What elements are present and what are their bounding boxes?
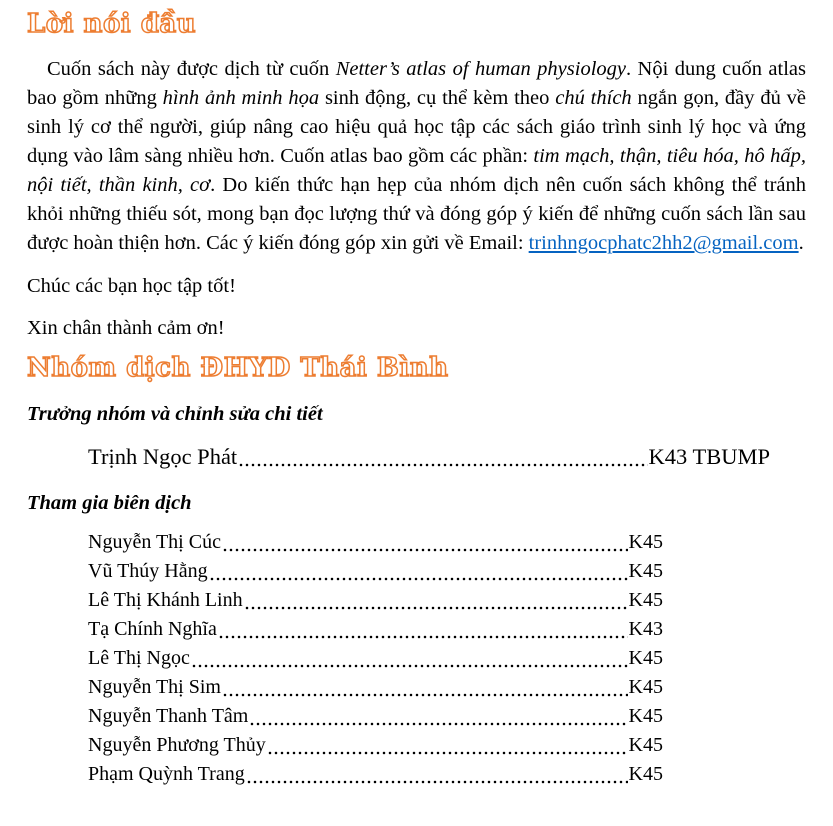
- translator-roster: [88, 528, 663, 789]
- roster-row: [88, 702, 663, 731]
- dotted-leader: [218, 615, 628, 644]
- text-run: .: [798, 232, 804, 254]
- person-cohort: K45: [628, 589, 663, 611]
- person-name: Nguyễn Thanh Tâm: [88, 705, 249, 727]
- person-name: Phạm Quỳnh Trang: [88, 763, 245, 785]
- dotted-leader: [191, 644, 628, 673]
- roster-row: [88, 557, 663, 586]
- person-cohort: K45: [628, 734, 663, 756]
- italic-run: tim mạch, thận, tiêu hóa, hô hấp, nội tiết, thần kinh, cơ: [27, 145, 806, 196]
- person-name: Lê Thị Khánh Linh: [88, 589, 243, 611]
- roster-row: [88, 673, 663, 702]
- person-name: Trịnh Ngọc Phát: [88, 444, 238, 469]
- roster-row: [88, 731, 663, 760]
- thanks-line: Xin chân thành cảm ơn!: [27, 317, 225, 339]
- person-cohort: K45: [628, 676, 663, 698]
- person-cohort: K45: [628, 705, 663, 727]
- person-cohort: K43: [628, 618, 663, 640]
- italic-run: Netter’s atlas of human physiology: [335, 58, 626, 80]
- text-run: ngắn gọn, đầy đủ về sinh lý cơ thể người, giúp nâng cao hiệu quả học tập các sách giáo trình sinh lý học và ứng dụng vào lâm sàng nhiều hơn. Cuốn atlas bao gồm các phần:: [27, 87, 807, 167]
- person-name: Nguyễn Phương Thủy: [88, 734, 266, 756]
- person-name: Nguyễn Thị Sim: [88, 676, 221, 698]
- person-cohort: K45: [628, 531, 663, 553]
- person-name: Nguyễn Thị Cúc: [88, 531, 221, 553]
- roster-row: [88, 441, 770, 473]
- dotted-leader: [222, 673, 628, 702]
- person-name: Tạ Chính Nghĩa: [88, 618, 217, 640]
- person-cohort: K45: [628, 560, 663, 582]
- dotted-leader: [244, 586, 628, 615]
- person-name: Vũ Thúy Hằng: [88, 560, 208, 582]
- roster-row: [88, 528, 663, 557]
- preface-paragraph: [27, 55, 806, 258]
- person-name: Lê Thị Ngọc: [88, 647, 190, 669]
- text-run: sinh động, cụ thể kèm theo: [319, 87, 556, 109]
- team-heading: Nhóm dịch ĐHYD Thái Bình: [27, 353, 449, 383]
- dotted-leader: [238, 441, 647, 473]
- roster-row: [88, 586, 663, 615]
- email-link[interactable]: trinhngocphatc2hh2@gmail.com: [528, 232, 799, 254]
- dotted-leader: [267, 731, 628, 760]
- roster-row: [88, 644, 663, 673]
- translators-section-title: Tham gia biên dịch: [27, 492, 192, 514]
- person-cohort: K45: [628, 647, 663, 669]
- person-cohort: K45: [628, 763, 663, 785]
- dotted-leader: [209, 557, 628, 586]
- leader-roster: [88, 441, 770, 473]
- wish-line: Chúc các bạn học tập tốt!: [27, 275, 236, 297]
- dotted-leader: [222, 528, 628, 557]
- leader-section-title: Trưởng nhóm và chỉnh sửa chi tiết: [27, 403, 323, 425]
- dotted-leader: [246, 760, 628, 789]
- italic-run: hình ảnh minh họa: [162, 87, 320, 109]
- text-run: Cuốn sách này được dịch từ cuốn: [47, 58, 336, 80]
- italic-run: chú thích: [555, 87, 632, 109]
- preface-heading: Lời nói đầu: [27, 9, 197, 39]
- dotted-leader: [249, 702, 627, 731]
- roster-row: [88, 615, 663, 644]
- text-run: . Do kiến thức hạn hẹp của nhóm dịch nên cuốn sách không thể tránh khỏi những thiếu sót, mong bạn đọc lượng thứ và đóng góp ý kiến để những cuốn sách lần sau được hoàn thiện hơn. Các ý kiến đóng góp xin gửi về Email:: [27, 174, 806, 254]
- text-run: . Nội dung cuốn atlas bao gồm những: [27, 58, 806, 109]
- person-cohort: K43 TBUMP: [648, 444, 770, 469]
- roster-row: [88, 760, 663, 789]
